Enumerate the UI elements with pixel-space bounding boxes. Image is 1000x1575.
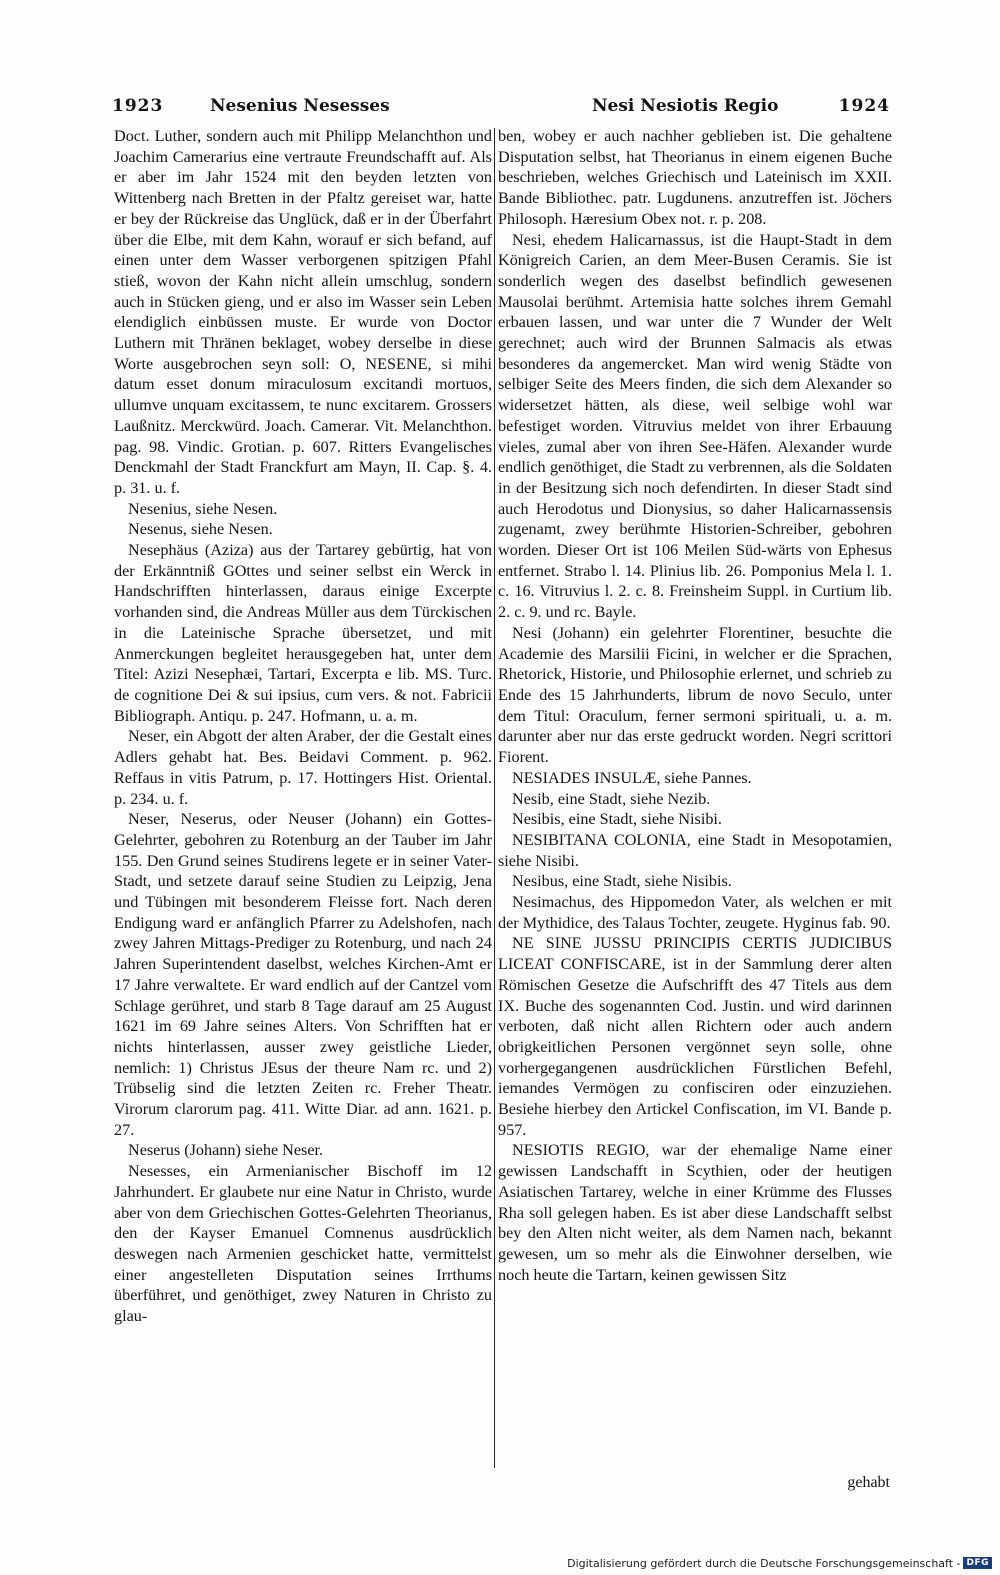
entry-neserus: Neserus (Johann) siehe Neser. — [128, 1141, 324, 1160]
entry-ne-sine-jussu: NE SINE JUSSU PRINCIPIS CERTIS JUDICIBUS LICEAT CONFISCARE, ist in der Sammlung derer alten Römischen Gesetze die Aufschrifft des 47 Titels aus dem IX. Buche des sogenannten Cod. Justin. und wird darinnen verboten, daß nicht allen Richtern oder auch andern obrigkeitlichen Personen vergönnet seyn solle, ohne vorhergegangenen ausdrücklichen Fürstlichen Befehl, iemandes Vermögen zu confisciren oder einzuziehen. Besiehe hierbey den Artickel Confiscation, im VI. Bande p. 957. — [498, 934, 892, 1139]
entry-nesimachus: Nesimachus, des Hippomedon Vater, als welchen er mit der Mythidice, des Talaus Tochter, zeugete. Hyginus fab. 90. — [498, 893, 892, 932]
header-catchwords-right: Nesi Nesiotis Regio — [592, 96, 779, 116]
entry-nesiotis-regio: NESIOTIS REGIO, war der ehemalige Name einer gewissen Landschafft in Scythien, oder der heutigen Asiatischen Tartarey, welche in einer Krümme des Flusses Rha soll gelegen haben. Es ist aber diese Landschafft selbst bey den Alten nicht weiter, als dem Namen nach, bekannt gewesen, um so mehr als die Einwohner derselben, wie noch heute die Tartarn, keinen gewissen Sitz — [498, 1141, 892, 1284]
left-column — [114, 126, 492, 1474]
entry-continuation: Doct. Luther, sondern auch mit Philipp Melanchthon und Joachim Camerarius eine vertraute Freundschafft auf. Als er aber im Jahr 1524 mit den beyden letzten von Wittenberg nach Bretten in der Pfaltz gereiset war, hatte er bey der Rückreise das Unglück, daß er in der Überfahrt über die Elbe, mit dem Kahn, worauf er sich befand, auf einen unter dem Wasser verborgenen spitzigen Pfahl stieß, wovon der Kahn nicht allein umschlug, sondern auch in Stücken gieng, und er also im Wasser sein Leben elendiglich einbüssen muste. Er wurde von Doctor Luthern mit Thränen beklaget, wobey derselbe in diese Worte ausgebrochen seyn soll: O, NESENE, si mihi datum esset donum miraculosum excitandi mortuos, ullumve unquam excitassem, te nunc excitarem. Grossers Laußnitz. Merckwürd. Joach. Camerar. Vit. Melanchthon. pag. 98. Vindic. Grotian. p. 607. Ritters Evangelisches Denckmahl der Stadt Franckfurt am Mayn, II. Cap. §. 4. p. 31. u. f. — [114, 127, 492, 497]
entry-nesibis: Nesibis, eine Stadt, siehe Nisibi. — [512, 810, 722, 829]
entry-neser-johann: Neser, Neserus, oder Neuser (Johann) ein Gottes-Gelehrter, gebohren zu Rotenburg an der Tauber im Jahr 155. Den Grund seines Studirens legete er in seiner Vater-Stadt, und setzete darauf seine Studien zu Leipzig, Jena und Tübingen mit besonderem Fleisse fort. Nach deren Endigung ward er anfänglich Pfarrer zu Adelshofen, nach zwey Jahren Mittags-Prediger zu Rotenburg, und nach 24 Jahren Superintendent daselbst, welches Kirchen-Amt er 17 Jahre verwaltete. Er ward endlich auf der Cantzel vom Schlage gerühret, und starb 8 Tage darauf am 25 August 1621 im 69 Jahre seines Alters. Von Schrifften hat er nichts hinterlassen, ausser zwey geistliche Lieder, nemlich: 1) Christus JEsus der theure Nam rc. und 2) Trübselig sind die letzten Zeiten rc. Freher Theatr. Virorum clarorum pag. 411. Witte Diar. ad ann. 1621. p. 27. — [114, 810, 492, 1139]
entry-nesi-johann: Nesi (Johann) ein gelehrter Florentiner, besuchte die Academie des Marsilii Ficini, in welcher er die Sprachen, Rhetorick, Historie, und Philosophie erlernet, und schrieb zu Ende des 15 Jahrhunderts, librum de novo Seculo, unter dem Titul: Oraculum, ferner sermoni spirituali, u. a. m. darunter aber nur das erste gedruckt worden. Negri scrittori Fiorent. — [498, 623, 892, 767]
entry-neser-abgott: Neser, ein Abgott der alten Araber, der die Gestalt eines Adlers gehabt hat. Bes. Beidavi Comment. p. 962. Reffaus in vitis Patrum, p. 17. Hottingers Hist. Oriental. p. 234. u. f. — [114, 727, 492, 808]
entry-nesibitana-colonia: NESIBITANA COLONIA, eine Stadt in Mesopotamien, siehe Nisibi. — [498, 830, 892, 870]
right-column — [498, 126, 892, 1474]
entry-nesesses: Nesesses, ein Armenianischer Bischoff im 12 Jahrhundert. Er glaubete nur eine Natur in Christo, wurde aber von dem Griechischen Gottes-Gelehrten Theorianus, den der Kayser Emanuel Comnenus ausdrücklich deswegen nach Armenien geschicket hatte, vermittelst einer angestelleten Disputation seines Irrthums überführet, und genöthiget, zwey Naturen in Christo zu glau- — [114, 1162, 492, 1326]
footer-text: Digitalisierung gefördert durch die Deutsche Forschungsgemeinschaft - — [567, 1556, 961, 1570]
header-catchwords-left: Nesenius Nesesses — [210, 96, 390, 116]
footer — [567, 1555, 992, 1571]
entry-nesiades-insulae: NESIADES INSULÆ, siehe Pannes. — [512, 768, 752, 787]
entry-nesenius: Nesenius, siehe Nesen. — [128, 499, 278, 518]
page-header — [112, 92, 890, 122]
page-number-right: 1924 — [838, 96, 890, 116]
catchword: gehabt — [847, 1474, 890, 1491]
entry-nesibus: Nesibus, eine Stadt, siehe Nisibis. — [512, 872, 732, 891]
dfg-logo-icon: DFG — [963, 1557, 992, 1569]
entry-continuation: ben, wobey er auch nachher geblieben ist. Die gehaltene Disputation selbst, hat Theorianus in einem eigenen Buche beschrieben, welches Griechisch und Lateinisch im XXII. Bande Bibliothec. patr. Lugdunens. anzutreffen ist. Jöchers Philosoph. Hæresium Obex not. r. p. 208. — [498, 127, 892, 228]
entry-nesib: Nesib, eine Stadt, siehe Nezib. — [512, 789, 711, 808]
column-divider — [494, 128, 495, 1468]
entry-nesi-halicarnassus: Nesi, ehedem Halicarnassus, ist die Haupt-Stadt in dem Königreich Carien, an dem Meer-Busen Ceramis. Sie ist sonderlich wegen des daselbst befindlich gewesenen Mausolai berühmt. Artemisia hatte solches ihrem Gemahl erbauen lassen, und war unter die 7 Wunder der Welt gerechnet; auch wird der Brunnen Salmacis als etwas besonderes da angemercket. Man wird wenig Städte von selbiger Seite des Meers finden, die sich dem Alexander so widersetzet hätten, als diese, weil selbige wohl war befestiget worden. Vitruvius meldet von ihrer Erbauung vieles, zumal aber von ihren See-Häfen. Alexander wurde endlich genöthiget, die Stadt zu verbrennen, als die Soldaten in der Besitzung sich noch defendirten. In dieser Stadt sind auch Herodotus und Dionysius, so daher Halicarnassensis zugenamt, zwey berühmte Historien-Schreiber, gebohren worden. Dieser Ort ist 106 Meilen Süd-wärts von Ephesus entfernet. Strabo l. 14. Plinius lib. 26. Pomponius Mela l. 1. c. 16. Vitruvius l. 2. c. 8. Freinsheim Suppl. in Curtium lib. 2. c. 9. und rc. Bayle. — [498, 230, 892, 622]
entry-nesenus: Nesenus, siehe Nesen. — [128, 520, 273, 539]
entry-nesephaeus: Nesephäus (Aziza) aus der Tartarey gebürtig, hat von der Erkänntniß GOttes und seiner selbst ein Werck in Handschrifften hinterlassen, daraus einige Excerpte vorhanden sind, die Andreas Müller aus dem Türckischen in die Lateinische Sprache übersetzet, und mit Anmerckungen begleitet herausgegeben hat, unter dem Titel: Azizi Nesephæi, Tartari, Excerpta e lib. MS. Turc. de cognitione Dei & sui ipsius, cum vers. & not. Fabricii Bibliograph. Antiqu. p. 247. Hofmann, u. a. m. — [114, 541, 492, 725]
page-number-left: 1923 — [112, 96, 164, 116]
